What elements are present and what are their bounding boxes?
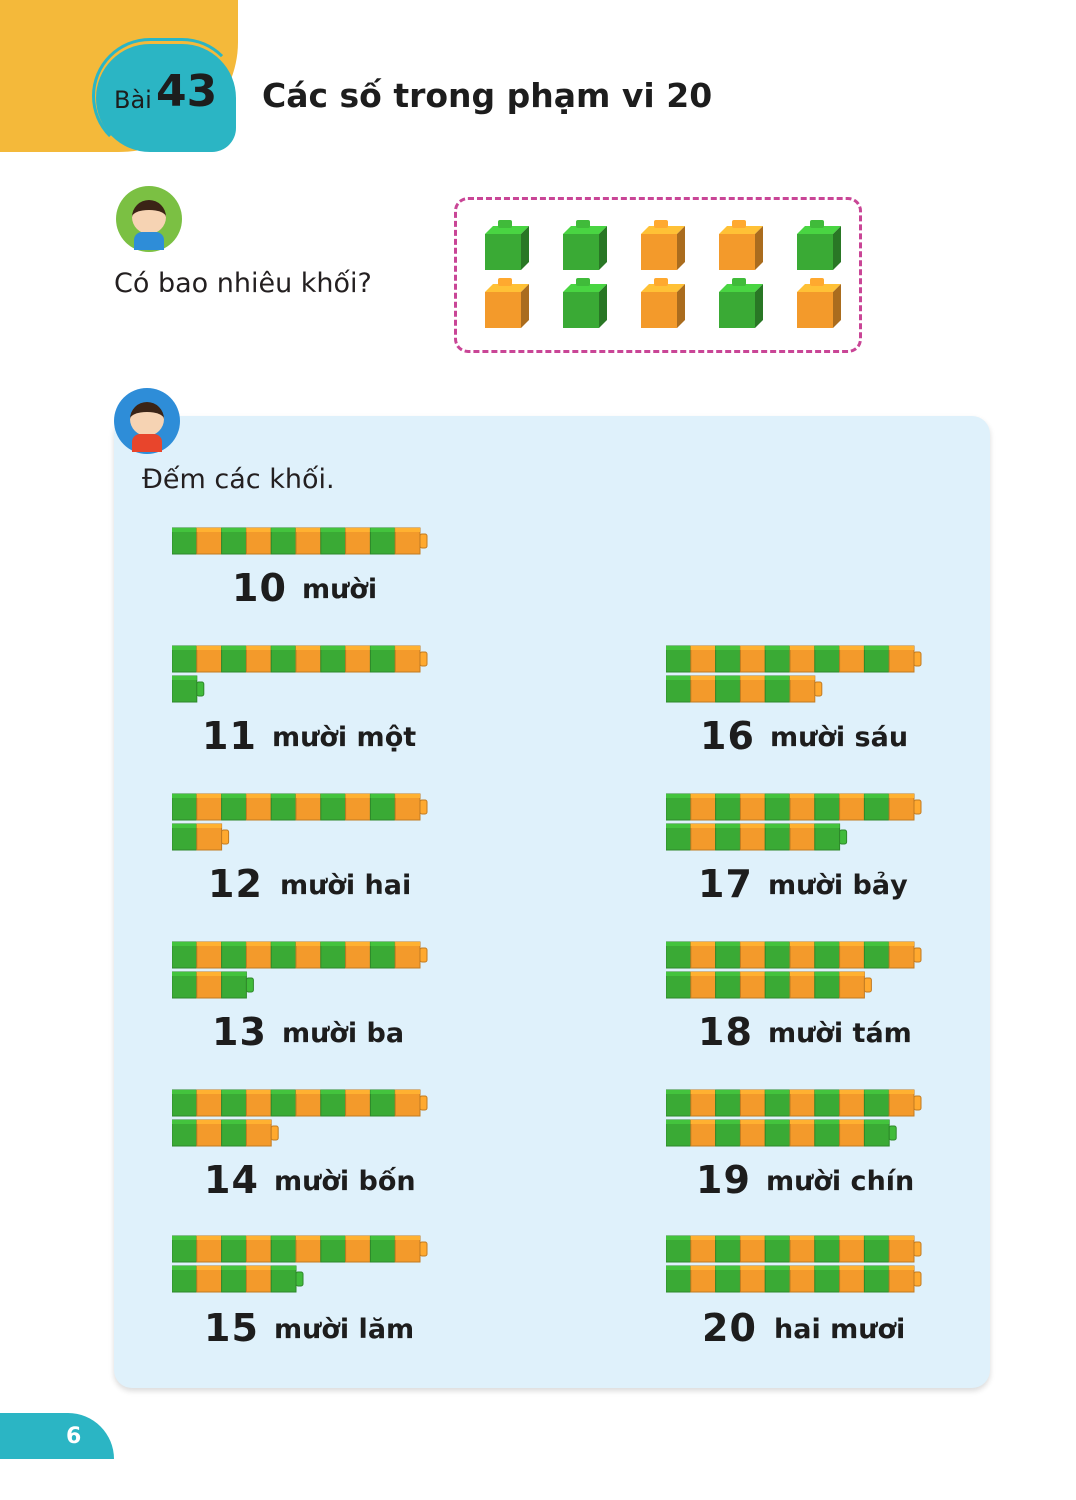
- block-rod-19: [666, 1086, 936, 1152]
- number-word: mười bốn: [274, 1166, 416, 1197]
- numeral: 12: [208, 862, 263, 906]
- block-rod-13: [172, 938, 442, 1004]
- rod-peg: [914, 1096, 921, 1110]
- rod-ten: [172, 794, 427, 820]
- number-word: hai mươi: [774, 1314, 906, 1345]
- rod-peg: [222, 830, 229, 844]
- rod-ones: [172, 1120, 278, 1146]
- numeral: 15: [204, 1306, 259, 1350]
- rod-peg: [889, 1126, 896, 1140]
- rod-ones: [172, 824, 229, 850]
- numeral: 13: [212, 1010, 267, 1054]
- block-cube-orange: [797, 278, 841, 328]
- rod-ten: [666, 646, 921, 672]
- numeral: 16: [700, 714, 755, 758]
- block-rod-12: [172, 790, 442, 856]
- instruction-text: Đếm các khối.: [142, 464, 335, 495]
- loose-blocks-graphic: [457, 200, 859, 350]
- numeral: 11: [202, 714, 257, 758]
- block-cube-green: [563, 220, 607, 270]
- rod-peg: [914, 652, 921, 666]
- rod-peg: [420, 652, 427, 666]
- rod-ones: [666, 1266, 921, 1292]
- numeral: 19: [696, 1158, 751, 1202]
- block-rod-18: [666, 938, 936, 1004]
- number-word: mười hai: [280, 870, 412, 901]
- block-cube-orange: [719, 220, 763, 270]
- rod-peg: [420, 1096, 427, 1110]
- rod-peg: [420, 1242, 427, 1256]
- rod-peg: [864, 978, 871, 992]
- lesson-label: Bài: [114, 86, 152, 114]
- rod-ones: [172, 1266, 303, 1292]
- block-cube-green: [797, 220, 841, 270]
- page-title: Các số trong phạm vi 20: [262, 76, 713, 115]
- block-cube-orange: [485, 278, 529, 328]
- numeral: 18: [698, 1010, 753, 1054]
- rod-ones: [172, 972, 253, 998]
- rod-ones: [666, 972, 871, 998]
- rod-ones: [666, 1120, 896, 1146]
- rod-ten: [666, 1090, 921, 1116]
- number-word: mười tám: [768, 1018, 912, 1049]
- rod-ten: [172, 1090, 427, 1116]
- block-cube-orange: [641, 278, 685, 328]
- lesson-number: 43: [156, 66, 218, 117]
- block-cube-green: [485, 220, 529, 270]
- rod-peg: [914, 800, 921, 814]
- page-number-tab: [0, 1413, 114, 1459]
- rod-ten: [172, 646, 427, 672]
- rod-peg: [420, 948, 427, 962]
- rod-peg: [914, 948, 921, 962]
- rod-peg: [840, 830, 847, 844]
- rod-peg: [197, 682, 204, 696]
- number-word: mười chín: [766, 1166, 915, 1197]
- rod-ones: [666, 824, 847, 850]
- block-cube-green: [563, 278, 607, 328]
- rod-ones: [172, 676, 204, 702]
- rod-ten: [172, 528, 427, 554]
- girl-avatar-icon: [116, 186, 182, 252]
- rod-ten: [172, 1236, 427, 1262]
- number-word: mười bảy: [768, 870, 908, 901]
- question-text: Có bao nhiêu khối?: [114, 268, 372, 299]
- block-cube-orange: [641, 220, 685, 270]
- rod-peg: [296, 1272, 303, 1286]
- rod-peg: [914, 1242, 921, 1256]
- block-rod-15: [172, 1232, 442, 1298]
- block-cube-green: [719, 278, 763, 328]
- number-word: mười ba: [282, 1018, 405, 1049]
- number-word: mười một: [272, 722, 417, 753]
- rod-ones: [666, 676, 822, 702]
- rod-ten: [666, 794, 921, 820]
- rod-peg: [246, 978, 253, 992]
- rod-peg: [914, 1272, 921, 1286]
- numeral: 10: [232, 566, 287, 610]
- rod-peg: [271, 1126, 278, 1140]
- boy-avatar-icon: [114, 388, 180, 454]
- block-rod-17: [666, 790, 936, 856]
- page-number: 6: [66, 1424, 82, 1449]
- number-word: mười lăm: [274, 1314, 415, 1345]
- loose-blocks-box: [454, 197, 862, 353]
- rod-ten: [172, 942, 427, 968]
- block-rod-14: [172, 1086, 442, 1152]
- numeral: 17: [698, 862, 753, 906]
- numeral: 20: [702, 1306, 757, 1350]
- rod-peg: [420, 534, 427, 548]
- block-rod-16: [666, 642, 936, 708]
- block-rod-20: [666, 1232, 936, 1298]
- rod-peg: [815, 682, 822, 696]
- numeral: 14: [204, 1158, 259, 1202]
- block-rod-11: [172, 642, 442, 708]
- rod-ten: [666, 942, 921, 968]
- rod-peg: [420, 800, 427, 814]
- number-word: mười: [302, 574, 378, 605]
- rod-ten: [666, 1236, 921, 1262]
- number-word: mười sáu: [770, 722, 909, 753]
